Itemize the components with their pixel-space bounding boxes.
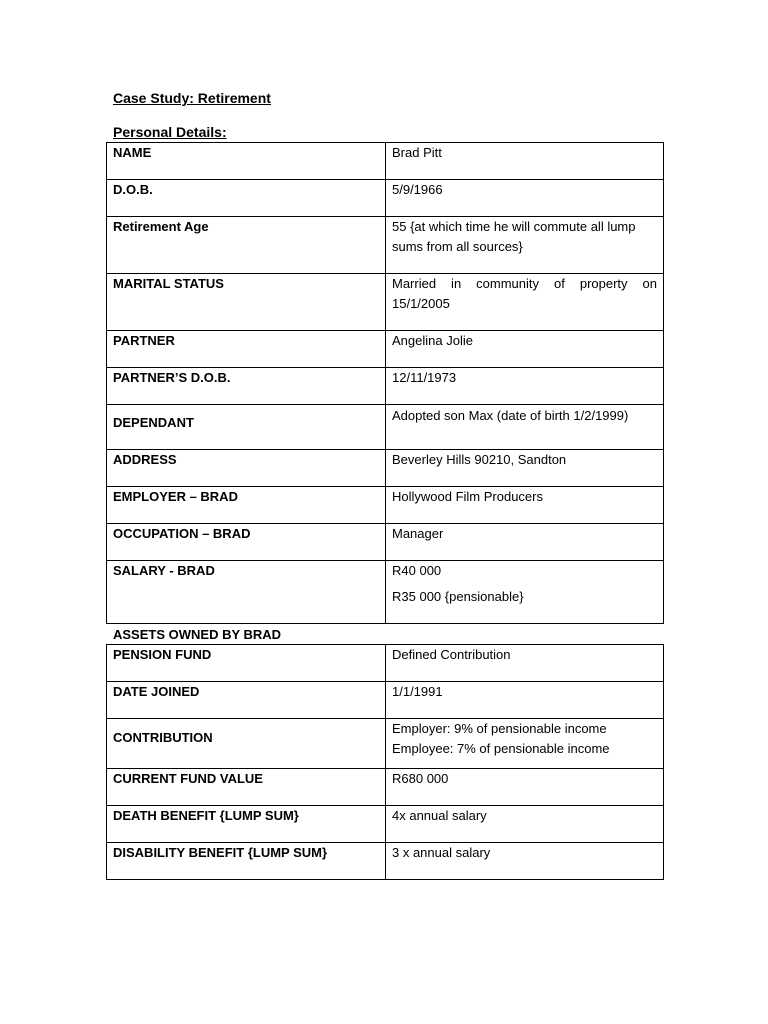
table-row bbox=[107, 180, 664, 217]
row-value: Married in community of property on 15/1/2005 bbox=[386, 274, 664, 331]
row-value: Manager bbox=[386, 524, 664, 561]
salary-gross: R40 000 bbox=[392, 563, 442, 578]
table-row bbox=[107, 405, 664, 450]
table-row bbox=[107, 487, 664, 524]
row-label: DISABILITY BENEFIT {LUMP SUM} bbox=[107, 843, 386, 880]
table-row bbox=[107, 843, 664, 880]
row-value: 3 x annual salary bbox=[386, 843, 664, 880]
table-row bbox=[107, 450, 664, 487]
assets-heading: ASSETS OWNED BY BRAD bbox=[113, 627, 282, 642]
row-label: ADDRESS bbox=[107, 450, 386, 487]
row-value bbox=[386, 561, 664, 624]
assets-table bbox=[106, 644, 664, 880]
row-label: CURRENT FUND VALUE bbox=[107, 769, 386, 806]
employer-contribution: Employer: 9% of pensionable income bbox=[392, 721, 607, 736]
table-row bbox=[107, 719, 664, 769]
row-value: Adopted son Max (date of birth 1/2/1999) bbox=[386, 405, 664, 450]
row-label: EMPLOYER – BRAD bbox=[107, 487, 386, 524]
table-row bbox=[107, 806, 664, 843]
row-value: 12/11/1973 bbox=[386, 368, 664, 405]
table-row bbox=[107, 368, 664, 405]
row-label: PENSION FUND bbox=[107, 645, 386, 682]
personal-details-heading: Personal Details: bbox=[113, 124, 227, 140]
row-label: PARTNER bbox=[107, 331, 386, 368]
row-label: DEATH BENEFIT {LUMP SUM} bbox=[107, 806, 386, 843]
row-label: Retirement Age bbox=[107, 217, 386, 274]
row-label: DATE JOINED bbox=[107, 682, 386, 719]
row-value: Hollywood Film Producers bbox=[386, 487, 664, 524]
row-value: Beverley Hills 90210, Sandton bbox=[386, 450, 664, 487]
table-row bbox=[107, 645, 664, 682]
row-label: DEPENDANT bbox=[107, 405, 386, 450]
row-value: 1/1/1991 bbox=[386, 682, 664, 719]
table-row bbox=[107, 143, 664, 180]
employee-contribution: Employee: 7% of pensionable income bbox=[392, 741, 610, 756]
row-label: OCCUPATION – BRAD bbox=[107, 524, 386, 561]
row-value: 5/9/1966 bbox=[386, 180, 664, 217]
table-row bbox=[107, 682, 664, 719]
table-row bbox=[107, 561, 664, 624]
row-label: PARTNER’S D.O.B. bbox=[107, 368, 386, 405]
row-value: R680 000 bbox=[386, 769, 664, 806]
personal-details-table bbox=[106, 142, 664, 624]
row-value: Brad Pitt bbox=[386, 143, 664, 180]
document-title: Case Study: Retirement bbox=[113, 90, 271, 106]
salary-pensionable: R35 000 {pensionable} bbox=[392, 589, 524, 604]
row-value: Defined Contribution bbox=[386, 645, 664, 682]
row-label: D.O.B. bbox=[107, 180, 386, 217]
row-label: SALARY - BRAD bbox=[107, 561, 386, 624]
row-value: 55 {at which time he will commute all lump sums from all sources} bbox=[386, 217, 664, 274]
row-value: Angelina Jolie bbox=[386, 331, 664, 368]
table-row bbox=[107, 769, 664, 806]
table-row bbox=[107, 331, 664, 368]
row-label: NAME bbox=[107, 143, 386, 180]
row-label: MARITAL STATUS bbox=[107, 274, 386, 331]
row-label: CONTRIBUTION bbox=[107, 719, 386, 769]
table-row bbox=[107, 274, 664, 331]
row-value: 4x annual salary bbox=[386, 806, 664, 843]
table-row bbox=[107, 217, 664, 274]
row-value bbox=[386, 719, 664, 769]
table-row bbox=[107, 524, 664, 561]
